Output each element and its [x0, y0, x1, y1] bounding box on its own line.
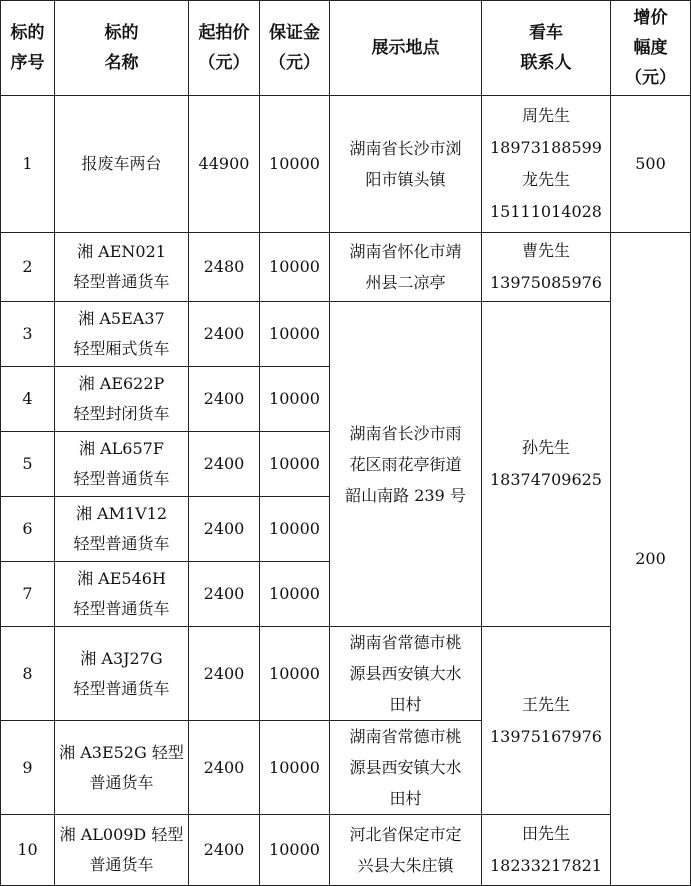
header-deposit: 保证金 （元）	[260, 1, 330, 96]
cell-deposit: 10000	[260, 497, 330, 562]
cell-increment: 200	[611, 233, 691, 886]
cell-price: 2400	[189, 497, 260, 562]
cell-name: 湘 AL009D 轻型 普通货车	[55, 815, 189, 886]
cell-no: 1	[1, 96, 55, 233]
cell-location: 湖南省怀化市靖 州县二凉亭	[330, 233, 482, 302]
cell-location: 湖南省长沙市浏 阳市镇头镇	[330, 96, 482, 233]
cell-price: 2400	[189, 721, 260, 815]
cell-name: 湘 AE622P 轻型封闭货车	[55, 367, 189, 432]
cell-deposit: 10000	[260, 627, 330, 721]
table-row	[1, 233, 691, 302]
cell-price: 2400	[189, 432, 260, 497]
cell-no: 10	[1, 815, 55, 886]
cell-price: 2400	[189, 367, 260, 432]
cell-contact: 曹先生 13975085976	[482, 233, 611, 302]
cell-no: 5	[1, 432, 55, 497]
cell-contact: 王先生 13975167976	[482, 627, 611, 815]
table-row	[1, 96, 691, 233]
table-row	[1, 815, 691, 886]
header-price: 起拍价 （元）	[189, 1, 260, 96]
cell-contact: 孙先生 18374709625	[482, 302, 611, 627]
cell-no: 3	[1, 302, 55, 367]
table-row	[1, 627, 691, 721]
cell-no: 7	[1, 562, 55, 627]
cell-deposit: 10000	[260, 367, 330, 432]
cell-deposit: 10000	[260, 432, 330, 497]
cell-no: 4	[1, 367, 55, 432]
cell-name: 湘 AEN021 轻型普通货车	[55, 233, 189, 302]
cell-no: 2	[1, 233, 55, 302]
cell-name: 湘 A5EA37 轻型厢式货车	[55, 302, 189, 367]
cell-deposit: 10000	[260, 302, 330, 367]
cell-deposit: 10000	[260, 233, 330, 302]
cell-name: 湘 A3E52G 轻型 普通货车	[55, 721, 189, 815]
cell-name: 报废车两台	[55, 96, 189, 233]
cell-name: 湘 AL657F 轻型普通货车	[55, 432, 189, 497]
cell-price: 2400	[189, 562, 260, 627]
cell-location: 湖南省常德市桃 源县西安镇大水 田村	[330, 627, 482, 721]
cell-increment: 500	[611, 96, 691, 233]
cell-price: 2400	[189, 815, 260, 886]
cell-location: 河北省保定市定 兴县大朱庄镇	[330, 815, 482, 886]
header-location: 展示地点	[330, 1, 482, 96]
cell-price: 2400	[189, 302, 260, 367]
cell-deposit: 10000	[260, 815, 330, 886]
cell-deposit: 10000	[260, 721, 330, 815]
header-increment: 增价 幅度 （元）	[611, 1, 691, 96]
cell-name: 湘 AM1V12 轻型普通货车	[55, 497, 189, 562]
cell-contact: 田先生 18233217821	[482, 815, 611, 886]
cell-name: 湘 AE546H 轻型普通货车	[55, 562, 189, 627]
table-row	[1, 302, 691, 367]
header-row	[1, 1, 691, 96]
cell-location: 湖南省长沙市雨 花区雨花亭街道 韶山南路 239 号	[330, 302, 482, 627]
header-contact: 看车 联系人	[482, 1, 611, 96]
cell-deposit: 10000	[260, 562, 330, 627]
cell-location: 湖南省常德市桃 源县西安镇大水 田村	[330, 721, 482, 815]
header-name: 标的 名称	[55, 1, 189, 96]
cell-price: 44900	[189, 96, 260, 233]
cell-contact: 周先生 18973188599 龙先生 15111014028	[482, 96, 611, 233]
cell-no: 8	[1, 627, 55, 721]
cell-deposit: 10000	[260, 96, 330, 233]
cell-no: 9	[1, 721, 55, 815]
cell-price: 2400	[189, 627, 260, 721]
cell-price: 2480	[189, 233, 260, 302]
cell-name: 湘 A3J27G 轻型普通货车	[55, 627, 189, 721]
cell-no: 6	[1, 497, 55, 562]
header-no: 标的 序号	[1, 1, 55, 96]
